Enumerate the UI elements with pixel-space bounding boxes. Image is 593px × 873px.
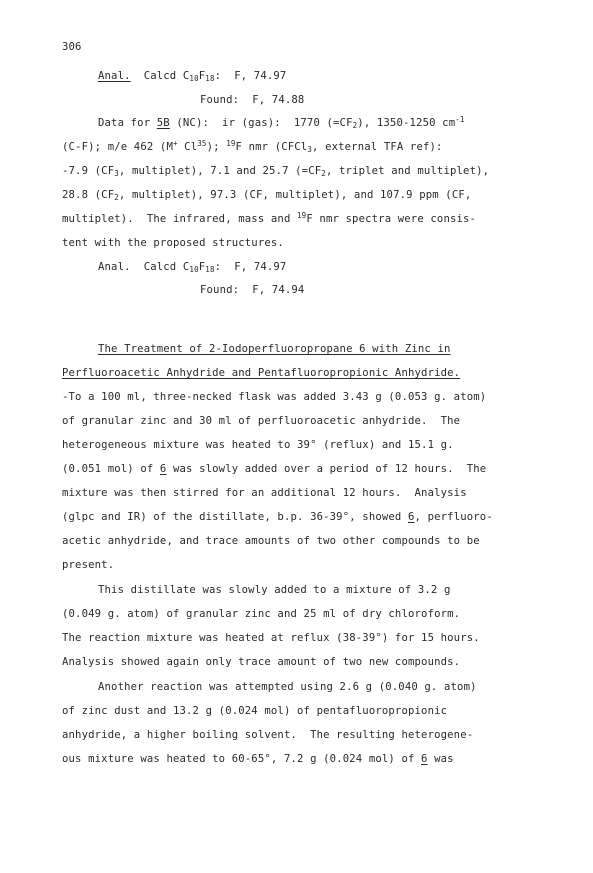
data-5b-line-3: -7.9 ($CF_3$, multiplet), 7.1 and 25.7 ($=CF_2$, triplet and multiplet), bbox=[62, 165, 490, 178]
para1-line-2: of granular zinc and 30 ml of perfluoroacetic anhydride. The bbox=[62, 415, 461, 427]
data-5b-line-6: tent with the proposed structures. bbox=[62, 237, 284, 249]
section-heading-line-2: Perfluoroacetic Anhydride and Pentafluoropropionic Anhydride. bbox=[62, 367, 461, 379]
para1-line-1: -To a 100 ml, three-necked flask was added 3.43 g (0.053 g. atom) bbox=[62, 391, 487, 403]
para3-line-4: ous mixture was heated to 60-65°, 7.2 g (0.024 mol) of 6 was bbox=[62, 753, 454, 765]
section-heading-line-1: The Treatment of 2-Iodoperfluoropropane 6 with Zinc in bbox=[98, 343, 451, 355]
para3-line-2: of zinc dust and 13.2 g (0.024 mol) of pentafluoropropionic bbox=[62, 705, 448, 717]
anal-label: Anal. bbox=[98, 70, 131, 82]
anal-found-line-1: Found: F, 74.88 bbox=[200, 94, 305, 106]
data-5b-line-2: (C-F); m/e 462 (M+ Cl$^{35}$); $^{19}$F nmr (CFCl$_3$, external TFA ref): bbox=[62, 139, 443, 154]
compound-ref-5b: 5B bbox=[156, 117, 170, 129]
anal-found-line-2: Found: F, 74.94 bbox=[200, 284, 305, 296]
para1-line-3: heterogeneous mixture was heated to 39° (reflux) and 15.1 g. bbox=[62, 439, 454, 451]
anal-calcd-line-2: Anal. Calcd $C_{10}F_{18}$: F, 74.97 bbox=[98, 261, 287, 274]
data-5b-line-4: 28.8 ($CF_2$, multiplet), 97.3 (CF, multiplet), and 107.9 ppm (CF, bbox=[62, 189, 472, 202]
compound-ref-6: 6 bbox=[159, 463, 167, 475]
para1-line-8: present. bbox=[62, 559, 115, 571]
data-5b-line-5: multiplet). The infrared, mass and $^{19}$F nmr spectra were consis- bbox=[62, 211, 477, 225]
compound-ref-6: 6 bbox=[407, 511, 415, 523]
para3-line-1: Another reaction was attempted using 2.6 g (0.040 g. atom) bbox=[98, 681, 477, 693]
data-5b-line-1: Data for 5B (NC): ir (gas): 1770 $(=CF_2)$, 1350-1250 $cm^{-1}$ bbox=[98, 115, 465, 130]
para1-line-6: (glpc and IR) of the distillate, b.p. 36-39°, showed 6, perfluoro- bbox=[62, 511, 493, 523]
para2-line-3: The reaction mixture was heated at reflux (38-39°) for 15 hours. bbox=[62, 632, 480, 644]
compound-ref-6: 6 bbox=[421, 753, 428, 765]
page-number: 306 bbox=[62, 41, 82, 53]
anal-calcd-line-1: Anal. Calcd $C_{10}F_{18}$: F, 74.97 bbox=[98, 70, 287, 83]
para2-line-2: (0.049 g. atom) of granular zinc and 25 ml of dry chloroform. bbox=[62, 608, 461, 620]
para2-line-4: Analysis showed again only trace amount of two new compounds. bbox=[62, 656, 461, 668]
para1-line-7: acetic anhydride, and trace amounts of two other compounds to be bbox=[62, 535, 480, 547]
para1-line-4: (0.051 mol) of 6 was slowly added over a period of 12 hours. The bbox=[62, 463, 487, 475]
para3-line-3: anhydride, a higher boiling solvent. The resulting heterogene- bbox=[62, 729, 474, 741]
para1-line-5: mixture was then stirred for an additional 12 hours. Analysis bbox=[62, 487, 467, 499]
para2-line-1: This distillate was slowly added to a mixture of 3.2 g bbox=[98, 584, 451, 596]
